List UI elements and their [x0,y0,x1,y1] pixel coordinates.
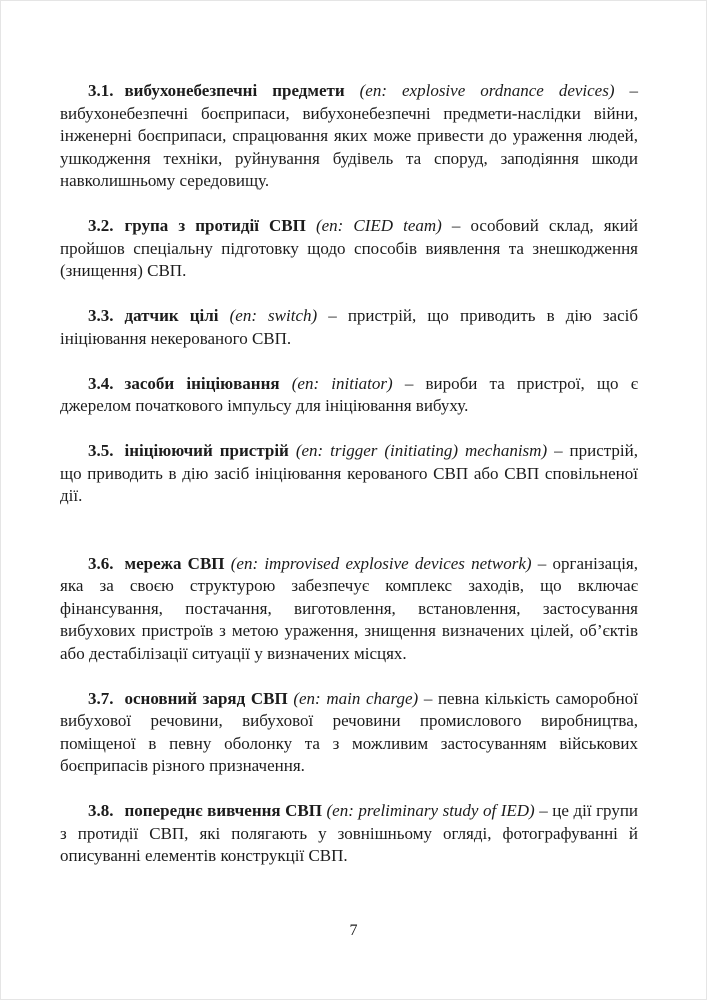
definition-paragraph-3-5 [60,440,638,508]
section-number: 3.7. [88,688,114,708]
definition-text: – вибухонебезпечні боєприпаси, вибухонебезпечні предмети-наслідки війни, інженерні боєприпаси, спрацювання яких може привести до ураження людей, ушкодження техніки, руйнування будівель та споруд, заподіяння шкоди навколишньому середовищу. [60,81,639,190]
term-bold: мережа СВП [124,553,225,573]
term-english-italic: (en: improvised explosive devices network) [230,553,532,573]
term-bold: вибухонебезпечні предмети [124,81,345,100]
definition-text: – пристрій, що приводить в дію засіб ініціювання некерованого СВП. [60,306,639,348]
section-number: 3.8. [88,801,114,820]
term-bold: попереднє вивчення СВП [124,801,322,820]
definition-text: – особовий склад, який пройшов спеціальну підготовку щодо способів виявлення та знешкодження (знищення) СВП. [60,216,638,280]
definition-paragraph-3-1 [60,80,638,193]
term-english-italic: (en: explosive ordnance devices) [359,81,615,100]
section-number: 3.3. [88,306,114,325]
term-bold: основний заряд СВП [124,688,288,708]
term-english-italic: (en: switch) [229,306,318,325]
definition-paragraph-3-3 [60,305,638,350]
term-bold: датчик цілі [124,306,219,325]
section-number: 3.6. [88,553,114,573]
definition-text: – вироби та пристрої, що є джерелом початкового імпульсу для ініціювання вибуху. [60,373,638,415]
definition-text: – пристрій, що приводить в дію засіб ініціювання керованого СВП або СВП сповільненої дії. [60,441,639,505]
definition-paragraph-3-6 [60,553,638,666]
definition-paragraph-3-2 [60,215,638,283]
term-bold: ініціюючий пристрій [124,441,289,460]
definitions-list [60,80,638,890]
definition-text: – організація, яка за своєю структурою забезпечує комплекс заходів, що включає фінансування, постачання, виготовлення, встановлення, застосування вибухових пристроїв з метою ураження, знищення визначених цілей, об’єктів або дестабілізації ситуації у визначених місцях. [60,553,639,663]
page-number: 7 [349,922,358,939]
term-bold: засоби ініціювання [124,373,280,393]
section-number: 3.4. [88,373,114,393]
term-english-italic: (en: main charge) [293,688,419,708]
definition-text: – певна кількість саморобної вибухової речовини, вибухової речовини промислового виробництва, поміщеної в певну оболонку та з можливим застосуванням військових боєприпасів різного призначення. [60,688,638,775]
section-number: 3.1. [88,81,114,100]
term-bold: група з протидії СВП [124,216,306,235]
definition-paragraph-3-8 [60,800,638,868]
section-number: 3.2. [88,216,114,235]
definition-paragraph-3-4 [60,373,638,418]
term-english-italic: (en: trigger (initiating) mechanism) [295,441,548,460]
definition-text: – це дії групи з протидії СВП, які полягають у зовнішньому огляді, фотографуванні й описуванні елементів конструкції СВП. [60,801,639,865]
definition-paragraph-3-7 [60,688,638,778]
term-english-italic: (en: preliminary study of IED) [326,801,535,820]
section-number: 3.5. [88,441,114,460]
term-english-italic: (en: CIED team) [315,216,442,235]
term-english-italic: (en: initiator) [291,373,393,393]
